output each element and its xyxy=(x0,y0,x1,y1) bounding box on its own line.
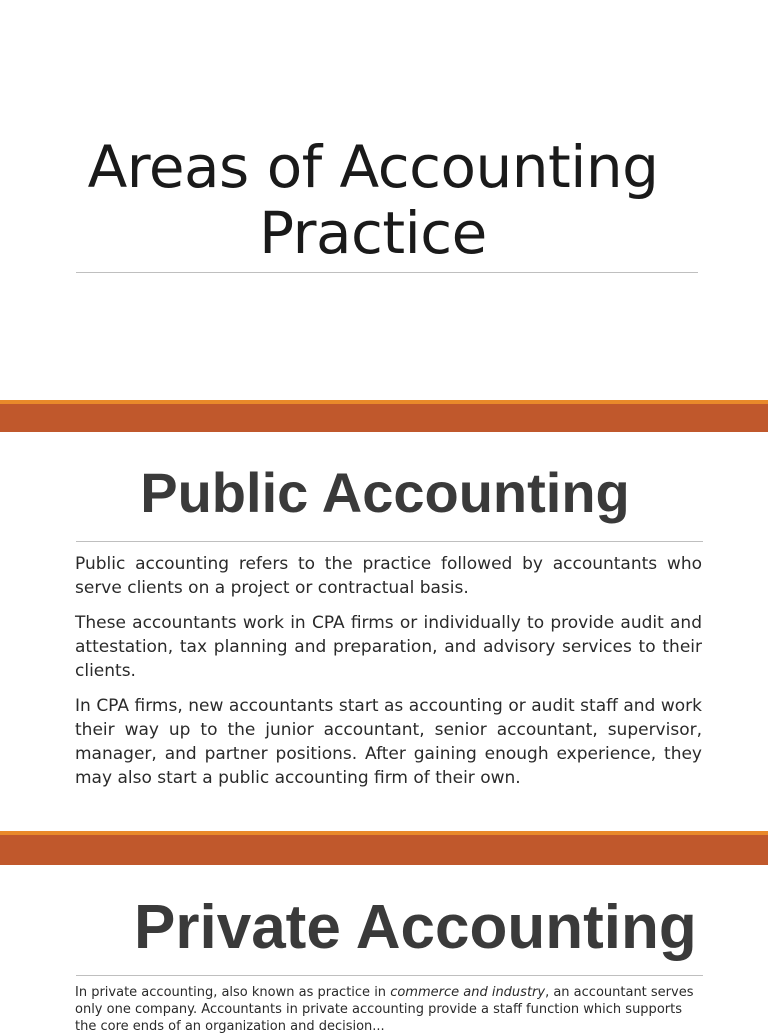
body-emphasis: commerce and industry xyxy=(390,985,546,1000)
main-title-line-1: Areas of Accounting xyxy=(87,133,659,201)
slide-heading: Private Accounting xyxy=(134,893,697,962)
slide-body xyxy=(75,984,695,1035)
slide-separator xyxy=(0,400,768,434)
slide-title xyxy=(0,0,768,400)
body-paragraph: Public accounting refers to the practice followed by accountants who serve clients on a project or contractual basis. xyxy=(75,554,702,598)
slide-body xyxy=(75,552,702,801)
body-paragraph: In CPA firms, new accountants start as accounting or audit staff and work their way up to the junior accountant, senior accountant, supervisor, manager, and partner positions. After gaining enough experience, they may also start a public accounting firm of their own. xyxy=(75,696,702,788)
body-paragraph: These accountants work in CPA firms or individually to provide audit and attestation, tax planning and preparation, and advisory services to their clients. xyxy=(75,613,702,681)
body-text: , an accountant serves only one company. Accountants in private accounting provide a staff function which supports the core ends of an xyxy=(75,985,694,1034)
slide-private-accounting xyxy=(0,867,768,1034)
heading-divider xyxy=(76,541,703,542)
slide-public-accounting xyxy=(0,434,768,831)
body-text: In private accounting, also known as practice in xyxy=(75,985,391,1000)
main-title-line-2: Practice xyxy=(259,199,487,267)
slide-separator xyxy=(0,831,768,867)
main-title xyxy=(0,134,746,266)
heading-divider xyxy=(76,975,703,976)
title-divider xyxy=(76,272,698,273)
slide-heading: Public Accounting xyxy=(140,461,630,524)
separator-band xyxy=(0,404,768,432)
body-text: organization and decision... xyxy=(205,1019,385,1034)
separator-band xyxy=(0,835,768,865)
body-paragraph xyxy=(75,984,695,1035)
